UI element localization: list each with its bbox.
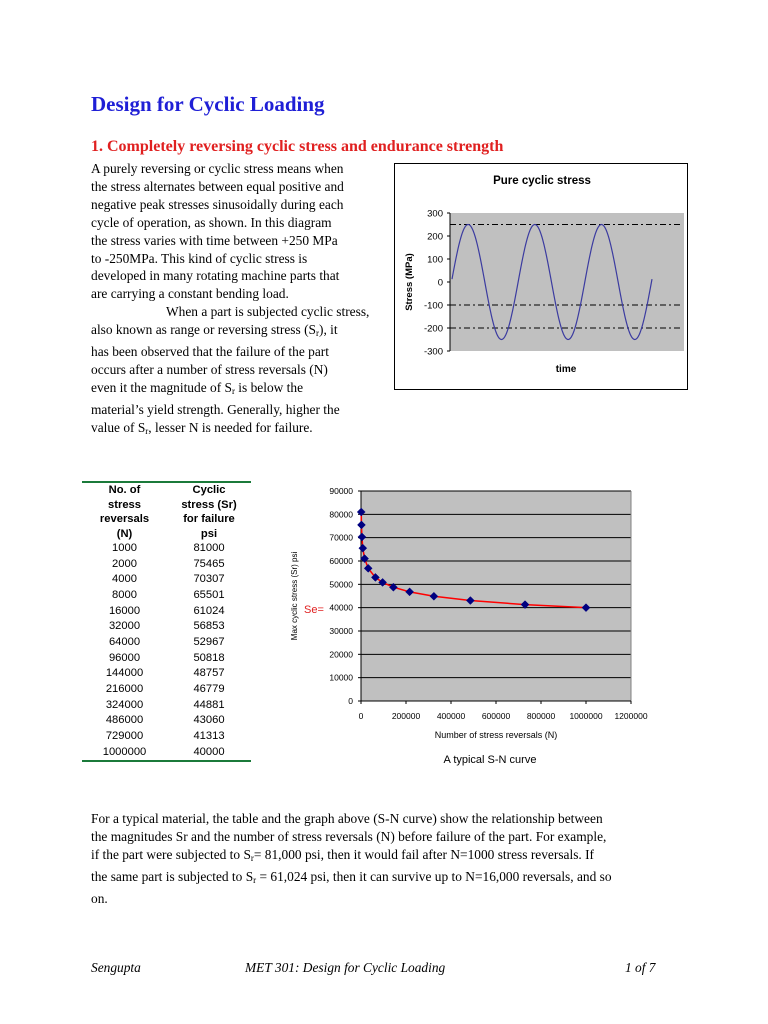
cell-stress: 61024 (193, 604, 225, 617)
sn-y-axis-label: Max cyclic stress (Sr) psi (290, 551, 299, 641)
intro-line: the stress varies with time between +250 MPa (91, 232, 338, 248)
cyc-y-tick-label: -100 (423, 300, 443, 312)
sn-chart-title: A typical S-N curve (443, 754, 537, 766)
sn-x-tick-label: 600000 (481, 711, 511, 721)
table-row (82, 682, 251, 698)
page-title: Design for Cyclic Loading (91, 92, 325, 116)
sn-data-table (82, 481, 251, 762)
sn-y-tick-label: 90000 (329, 486, 353, 496)
cell-stress: 48757 (193, 667, 225, 680)
para2-line4: occurs after a number of stress reversals (N) (91, 361, 328, 377)
pure-cyclic-stress-chart (394, 163, 688, 390)
para2-line5: even it the magnitude of $S_r$ is below the (91, 379, 304, 396)
cell-reversals: 2000 (112, 557, 137, 570)
section-heading (91, 138, 503, 156)
cell-reversals: 64000 (108, 635, 141, 648)
intro-line: negative peak stresses sinusoidally during each (91, 196, 344, 212)
table-row (82, 557, 251, 573)
cell-reversals: 729000 (105, 729, 144, 742)
sn-y-tick-label: 50000 (329, 579, 353, 590)
table-row (82, 666, 251, 682)
table-row (82, 635, 251, 651)
footer-page: 1 of 7 (625, 960, 656, 975)
section-title: Completely reversing cyclic stress and endurance strength (107, 138, 504, 155)
cell-stress: 70307 (193, 573, 225, 586)
sn-plot-area (361, 491, 631, 701)
cell-reversals: 1000 (112, 542, 137, 554)
closing-line4: the same part is subjected to $S_r = 61,024$ psi, then it can survive up to N=16,000 reversals, and so (91, 868, 612, 885)
cell-reversals: 16000 (108, 604, 141, 617)
sn-x-tick-label: 400000 (436, 711, 466, 721)
cell-reversals: 32000 (108, 620, 141, 633)
sn-y-tick-label: 30000 (329, 626, 353, 636)
closing-line2: the magnitudes Sr and the number of stress reversals (N) before failure of the part. For example, (91, 828, 607, 844)
table-row (82, 619, 251, 635)
table-row (82, 729, 251, 745)
table-row (82, 541, 251, 557)
table-header-row (82, 482, 251, 541)
cell-reversals: 216000 (105, 682, 144, 695)
closing-line1: For a typical material, the table and the graph above (S-N curve) show the relationship between (91, 811, 603, 826)
para2-line7: value of $S_r$, lesser N is needed for failure. (91, 419, 313, 436)
cyc-y-tick-label: 200 (427, 231, 443, 243)
cell-stress: 41313 (193, 729, 225, 742)
table-row (82, 745, 251, 762)
cell-reversals: 144000 (105, 667, 144, 680)
cell-stress: 75465 (193, 557, 225, 570)
para2-line6: material’s yield strength. Generally, higher the (91, 401, 340, 417)
cell-reversals: 324000 (105, 698, 144, 711)
header-cyclic-stress: Cyclic stress (Sr) for failure psi (181, 484, 237, 540)
para2-line3: has been observed that the failure of the part (91, 344, 329, 360)
cell-stress: 65501 (193, 588, 225, 601)
table-row (82, 713, 251, 729)
table-row (82, 651, 251, 667)
cell-reversals: 1000000 (102, 745, 147, 758)
sn-curve-chart (280, 478, 680, 774)
cyc-y-tick-label: -300 (423, 346, 443, 358)
table-row (82, 572, 251, 588)
intro-line: A purely reversing or cyclic stress means when (91, 161, 344, 176)
cyc-y-tick-label: -200 (423, 323, 443, 335)
cell-stress: 81000 (193, 542, 225, 554)
intro-line: cycle of operation, as shown. In this diagram (91, 214, 332, 230)
cell-stress: 44881 (193, 698, 225, 711)
sn-x-tick-label: 1200000 (614, 711, 648, 721)
se-annotation: Se= (304, 604, 324, 616)
cyc-y-tick-label: 0 (437, 277, 443, 289)
sn-y-tick-label: 70000 (329, 532, 353, 543)
closing-line5: on. (91, 890, 108, 906)
table-row (82, 588, 251, 604)
cell-reversals: 4000 (112, 573, 137, 586)
intro-paragraph (91, 160, 381, 441)
cyc-y-tick-label: 100 (427, 254, 443, 266)
cell-stress: 56853 (193, 620, 225, 633)
closing-paragraph (91, 810, 691, 908)
cell-stress: 52967 (193, 635, 225, 648)
intro-line: are carrying a constant bending load. (91, 286, 289, 302)
intro-line: to -250MPa. This kind of cyclic stress is (91, 250, 308, 266)
sn-y-tick-label: 60000 (329, 556, 353, 566)
cell-stress: 40000 (193, 745, 225, 758)
cyc-y-axis-label: Stress (MPa) (404, 253, 415, 311)
sn-y-tick-label: 0 (348, 696, 353, 706)
sn-x-tick-label: 1000000 (569, 711, 603, 721)
sn-x-tick-label: 800000 (526, 711, 556, 721)
cell-stress: 46779 (193, 682, 225, 695)
sn-y-tick-label: 40000 (329, 602, 353, 613)
footer-author: Sengupta (91, 960, 141, 975)
intro-line: developed in many rotating machine parts that (91, 268, 340, 284)
header-stress-reversals: No. of stress reversals (N) (99, 484, 150, 540)
cell-reversals: 8000 (112, 588, 137, 601)
sn-x-tick-label: 0 (358, 711, 364, 721)
cell-stress: 43060 (193, 714, 225, 727)
intro-line: the stress alternates between equal positive and (91, 178, 344, 194)
section-number: 1. (91, 138, 103, 155)
cyc-x-axis-label: time (555, 364, 577, 375)
cyc-y-tick-label: 300 (427, 208, 443, 220)
sn-y-tick-label: 20000 (329, 649, 353, 660)
cell-stress: 50818 (193, 651, 225, 664)
sn-x-axis-label: Number of stress reversals (N) (434, 730, 558, 740)
table-row (82, 604, 251, 620)
para2-line1: When a part is subjected cyclic stress, (166, 304, 370, 320)
cell-reversals: 486000 (105, 714, 144, 727)
table-row (82, 698, 251, 714)
closing-line3: if the part were subjected to $S_r= 81,000$ psi, then it would fail after N=1000 stress reversals. If (91, 846, 595, 863)
sn-x-tick-label: 200000 (391, 711, 421, 721)
para2-line2: also known as range or reversing stress $(S_r)$, it (91, 322, 338, 339)
footer-course: MET 301: Design for Cyclic Loading (245, 960, 446, 975)
cell-reversals: 96000 (108, 651, 141, 664)
cyc-chart-title: Pure cyclic stress (493, 175, 591, 187)
sn-y-tick-label: 80000 (329, 509, 353, 520)
sn-y-tick-label: 10000 (329, 672, 353, 683)
